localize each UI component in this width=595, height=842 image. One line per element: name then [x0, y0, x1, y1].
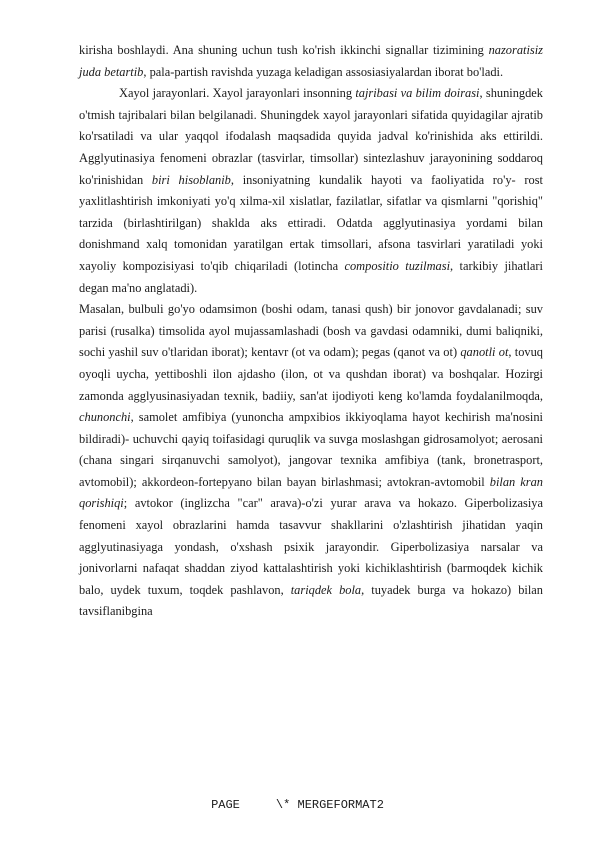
italic-run: qanotli ot	[460, 345, 509, 360]
text-run: , tuyadek burga va hokazo) bilan tavsiflanibgina	[79, 582, 543, 619]
text-run: , tarkibiy jihatlari degan ma'no anglatadi).	[79, 258, 544, 295]
text-run: Xayol jarayonlari. Xayol jarayonlari insonning	[119, 86, 356, 101]
text-run: , samolet amfibiya (yunoncha ampxibios ikkiyoqlama hayot kechirish ma'nosini bildiradi)- uchuvchi qayiq toifasidagi quruqlik va suvga moslashgan gidrosamolyot; aerosani (chana singari sirqanuvchi samolyot), jangovar texnika amfibiya (tank, bronetrasport, avtomobil); akkordeon-fortepyano bilan bayan birlashmasi; avtokran-avtomobil	[79, 410, 543, 489]
text-run: , pala-partish ravishda yuzaga keladigan assosiasiyalardan iborat bo'ladi.	[143, 64, 504, 79]
italic-run: bilan kran qorishiqi	[79, 474, 543, 511]
paragraph-1	[79, 40, 543, 83]
italic-run: chunonchi	[79, 410, 131, 425]
text-run: , insoniyatning kundalik hayoti va faoliyatida ro'y- rost yaxlitlashtirish imkoniyati yo'q xilma-xil xislatlar, fazilatlar, sifatlar va qismlarni "qorishiq" tarzida (birlashtirilgan) shaklda aks ettiradi. Odatda agglyutinasiya yordami bilan donishmand xalq tomonidan yaratilgan ertak timsollari, afsona tasvirlari yaratiladi yoki xayoliy kompozisiyasi to'qib chiqariladi (lotincha	[79, 172, 543, 273]
page-footer	[0, 798, 595, 812]
text-run: ; avtokor (inglizcha "car" arava)-o'zi yurar arava va hokazo. Giperbolizasiya fenomeni xayol obrazlarini hamda tasavvur shakllarini o'zlashtirish jihatidan yaqin agglyutinasiyaga yondash, o'xshash psixik jarayondir. Giperbolizasiya narsalar va jonivorlarni nafaqat shaddan ziyod kattalashtirish yoki kichiklashtirish (barmoqdek kichik balo, uydek tuxum, toqdek pashlavon,	[79, 496, 543, 597]
paragraph-2	[79, 83, 543, 299]
italic-run: biri hisoblanib	[151, 172, 231, 187]
text-run: kirisha boshlaydi. Ana shuning uchun tush ko'rish ikkinchi signallar tizimining	[79, 43, 489, 57]
text-run: Masalan, bulbuli go'yo odamsimon (boshi odam, tanasi qush) bir jonovor gavdalanadi; suv parisi (rusalka) timsolida ayol mujassamlashadi (bosh va gavdasi odamniki, dumi baliqniki, sochi yashil suv o'tlaridan iborat); kentavr (ot va odam); pegas (qanot va ot)	[79, 302, 543, 360]
italic-run: compositio tuzilmasi	[344, 258, 451, 273]
document-body	[79, 40, 543, 623]
paragraph-3	[79, 299, 543, 623]
text-run: , shuningdek o'tmish tajribalari bilan belgilanadi. Shuningdek xayol jarayonlari sifatida quyidagilar ajratib ko'rsatiladi va ular yaqqol ifodalash maqsadida quyida jadval ko'rinishida aks ettirildi. Agglyutinasiya fenomeni obrazlar (tasvirlar, timsollar) sintezlashuv jarayonining soddaroq ko'rinishidan	[79, 86, 544, 187]
footer-field-page: PAGE	[211, 798, 240, 812]
italic-run: nazoratisiz juda betartib	[79, 43, 543, 79]
text-run: , tovuq oyoqli uycha, yettiboshli ilon ajdasho (ilon, ot va qushdan iborat) va boshqalar. Hozirgi zamonda agglyusinasiyadan texnik, badiiy, san'at ijodiyoti keng ko'lamda foydalanilmoqda,	[79, 345, 543, 403]
italic-run: tariqdek bola	[290, 582, 362, 597]
italic-run: tajribasi va bilim doirasi	[355, 86, 480, 101]
footer-field-format: \* MERGEFORMAT2	[275, 798, 384, 812]
